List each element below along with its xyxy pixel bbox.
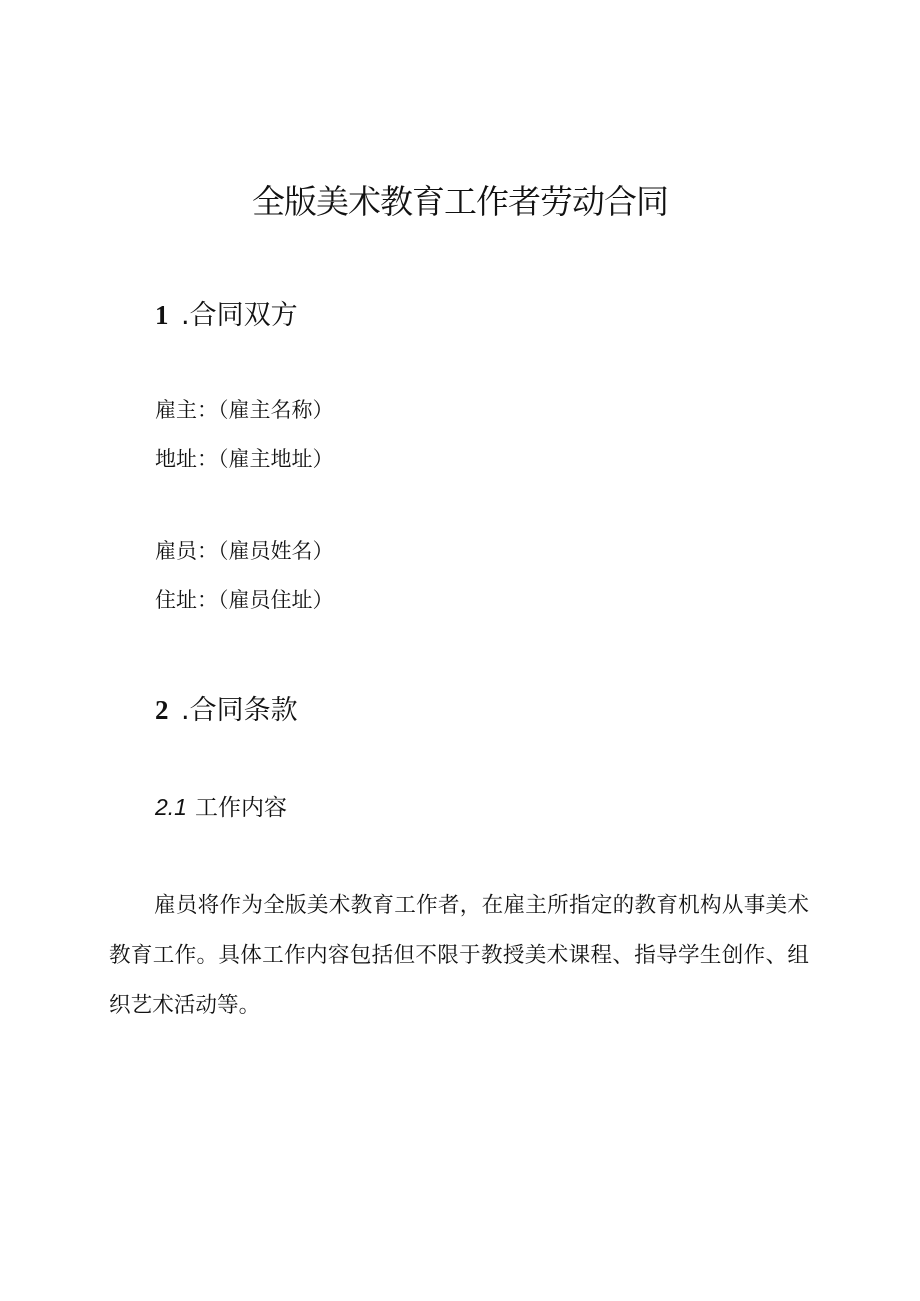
employer-address-label: 地址： [155,447,218,471]
subsection-heading-work-content [155,790,287,825]
employer-address-value: （雇主地址） [218,447,334,471]
section-number: 1 [155,300,169,330]
employer-value: （雇主名称） [218,398,334,422]
employer-label: 雇主： [155,398,218,422]
employee-address-label: 住址： [155,588,218,612]
work-content-paragraph: 雇员将作为全版美术教育工作者，在雇主所指定的教育机构从事美术教育工作。具体工作内容包括但不限于教授美术课程、指导学生创作、组织艺术活动等。 [109,893,809,1018]
employee-address-line [155,585,334,615]
employer-address-line [155,444,334,474]
section-number: 2 [155,695,169,725]
subsection-title: 工作内容 [194,795,287,821]
section-heading-terms [155,690,298,731]
employee-label: 雇员： [155,539,218,563]
employee-name-line [155,536,334,566]
employee-address-value: （雇员住址） [218,588,334,612]
document-title: 全版美术教育工作者劳动合同 [252,182,668,221]
section-heading-parties [155,295,298,336]
section-title: .合同条款 [181,695,298,726]
subsection-number: 2.1 [155,794,187,820]
employee-value: （雇员姓名） [218,539,334,563]
section-title: .合同双方 [181,300,298,331]
employer-name-line [155,395,334,425]
